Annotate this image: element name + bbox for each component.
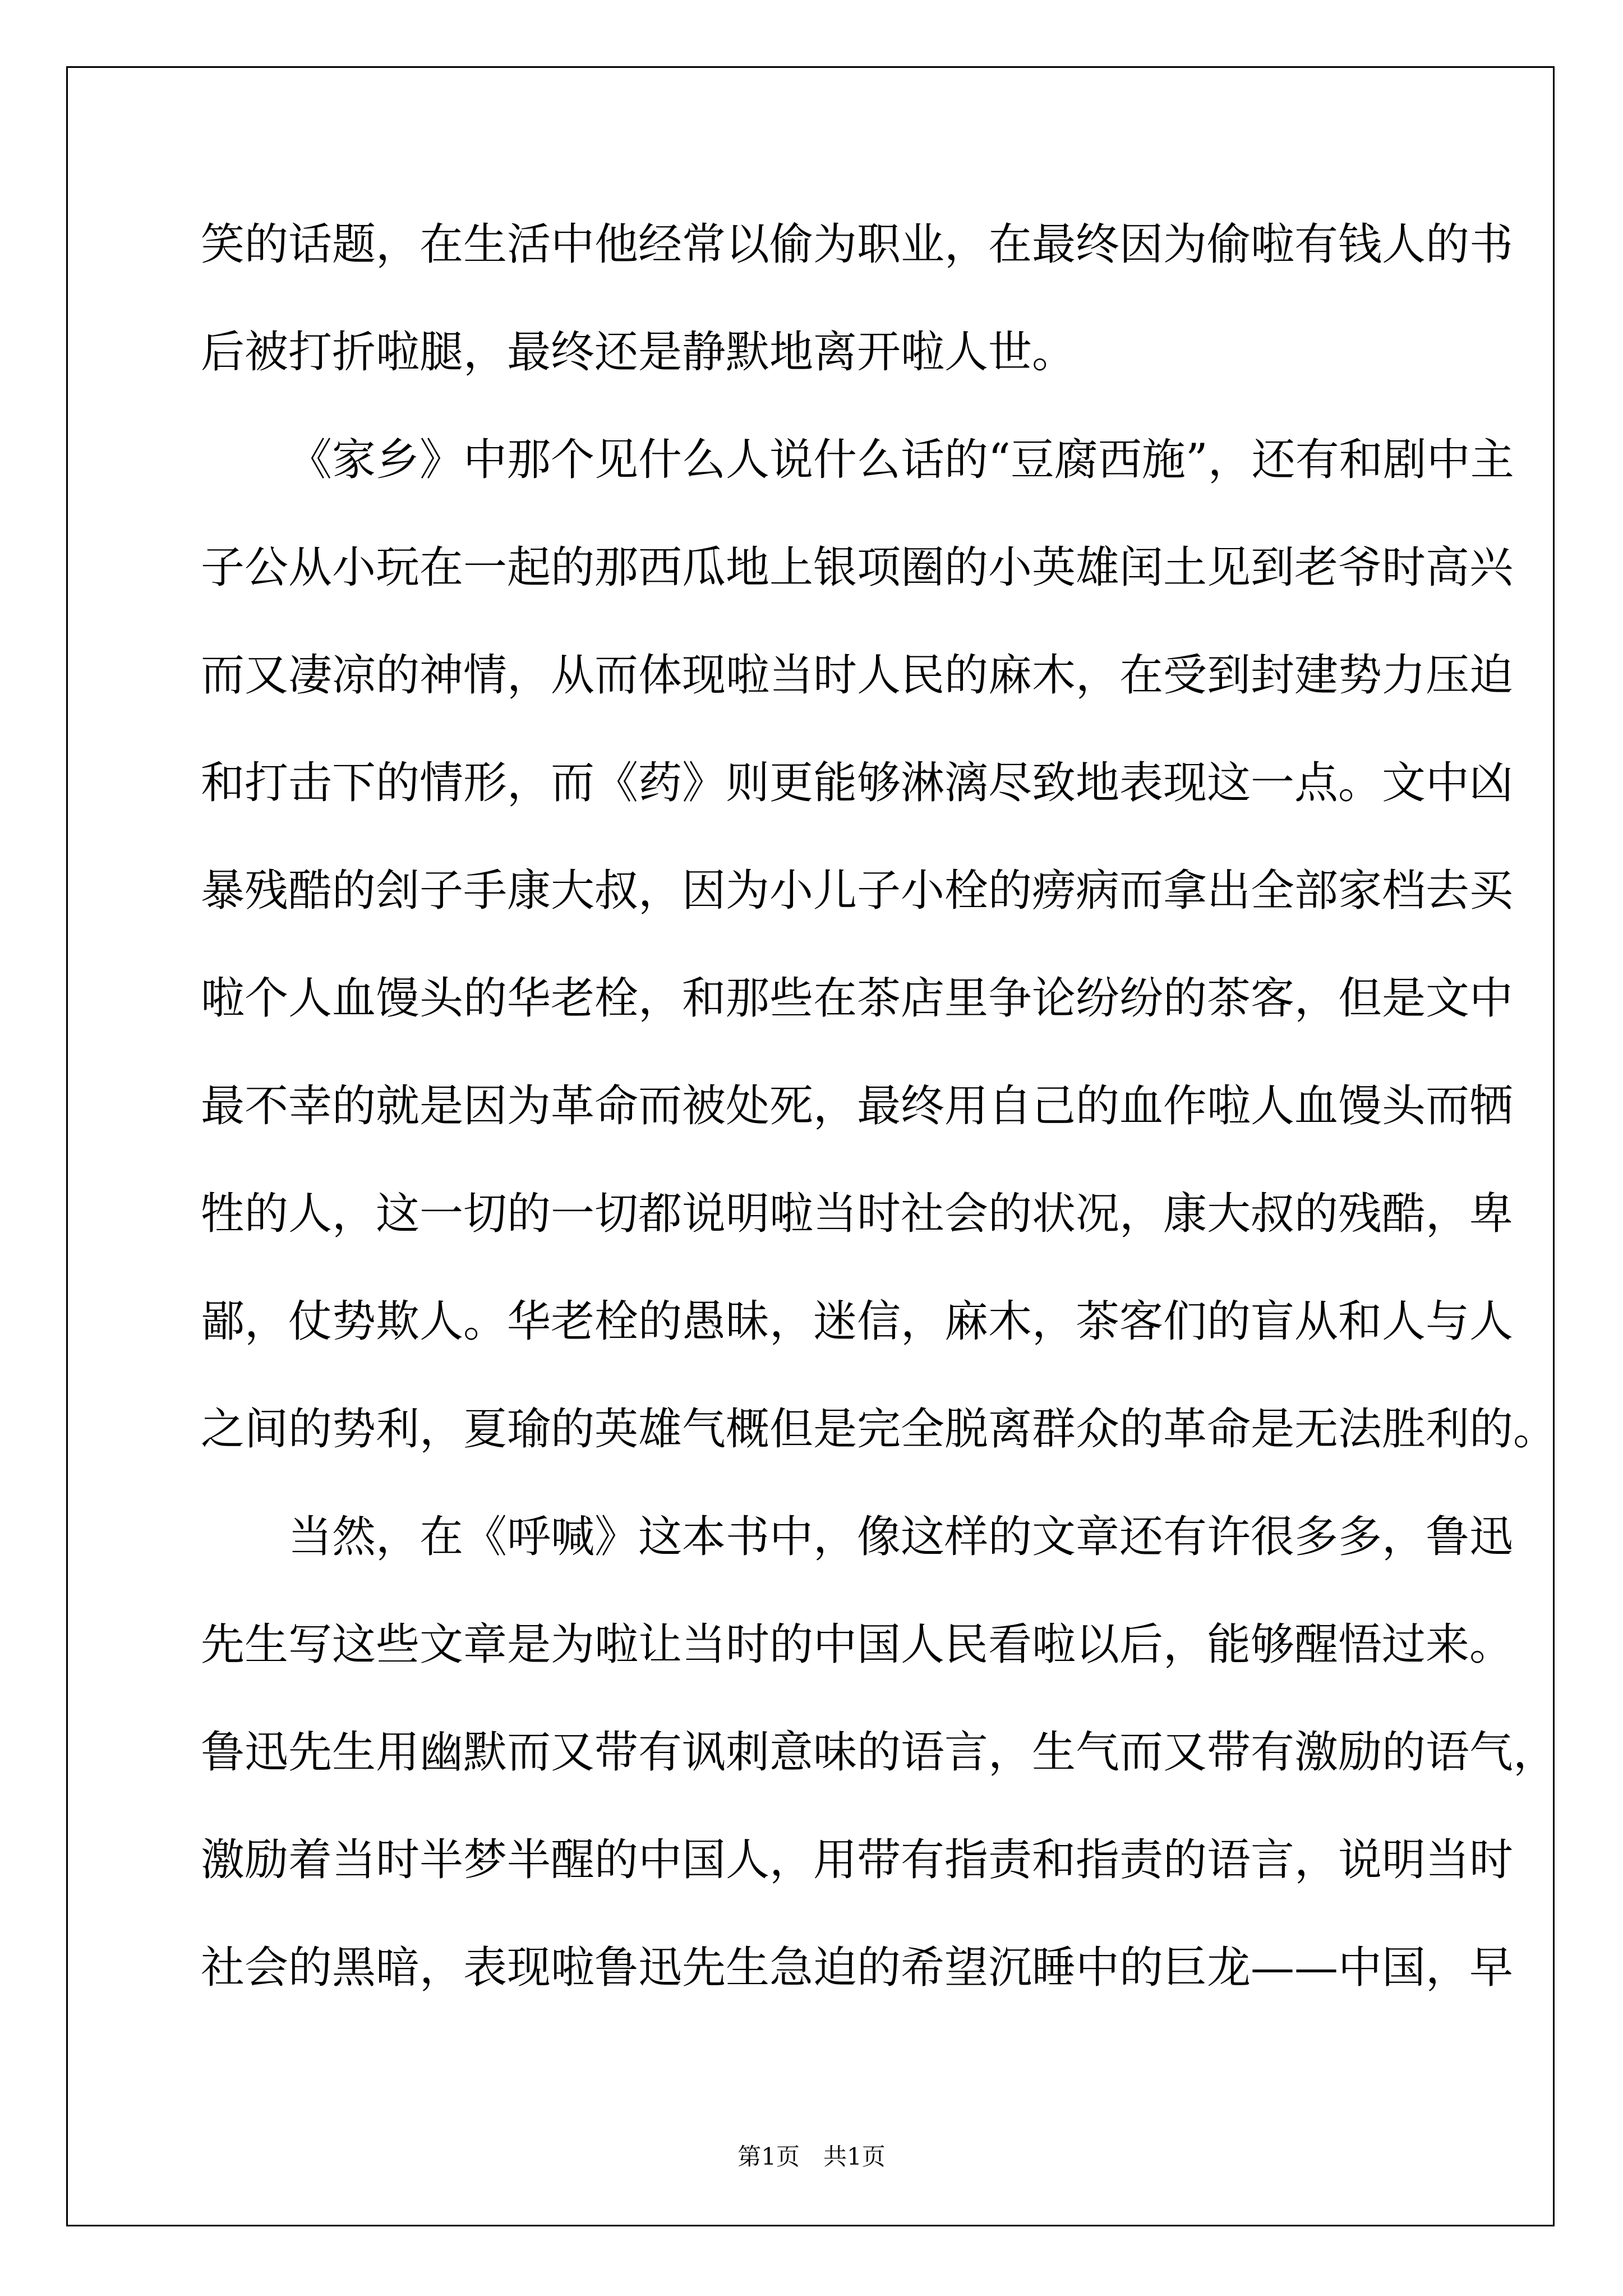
text-line: 鲁迅先生用幽默而又带有讽刺意味的语言，生气而又带有激励的语气， bbox=[201, 1727, 1557, 1778]
page-number: 第1页 共1页 bbox=[737, 2143, 886, 2170]
text-line: 而又凄凉的神情，从而体现啦当时人民的麻木，在受到封建势力压迫 bbox=[201, 650, 1514, 701]
text-line: 最不幸的就是因为革命而被处死，最终用自己的血作啦人血馒头而牺 bbox=[201, 1081, 1514, 1131]
page-footer bbox=[0, 2138, 1623, 2172]
text-line: 《家乡》中那个见什么人说什么话的“豆腐西施”，还有和剧中主 bbox=[288, 435, 1514, 485]
text-line: 和打击下的情形，而《药》则更能够淋漓尽致地表现这一点。文中凶 bbox=[201, 758, 1514, 808]
text-line: 先生写这些文章是为啦让当时的中国人民看啦以后，能够醒悟过来。 bbox=[201, 1619, 1514, 1670]
text-line: 暴残酷的刽子手康大叔，因为小儿子小栓的痨病而拿出全部家档去买 bbox=[201, 866, 1514, 916]
text-line: 社会的黑暗，表现啦鲁迅先生急迫的希望沉睡中的巨龙——中国，早 bbox=[201, 1943, 1514, 1993]
text-line: 之间的势利，夏瑜的英雄气概但是完全脱离群众的革命是无法胜利的。 bbox=[201, 1404, 1557, 1455]
text-line: 鄙，仗势欺人。华老栓的愚昧，迷信，麻木，茶客们的盲从和人与人 bbox=[201, 1296, 1514, 1347]
text-line: 子公从小玩在一起的那西瓜地上银项圈的小英雄闰土见到老爷时高兴 bbox=[201, 542, 1514, 593]
text-line: 笑的话题，在生活中他经常以偷为职业，在最终因为偷啦有钱人的书 bbox=[201, 219, 1514, 270]
text-line: 啦个人血馒头的华老栓，和那些在茶店里争论纷纷的茶客，但是文中 bbox=[201, 973, 1514, 1024]
text-line: 后被打折啦腿，最终还是静默地离开啦人世。 bbox=[201, 327, 1076, 378]
text-line: 当然，在《呼喊》这本书中，像这样的文章还有许很多多，鲁迅 bbox=[288, 1512, 1514, 1562]
text-line: 激励着当时半梦半醒的中国人，用带有指责和指责的语言，说明当时 bbox=[201, 1835, 1514, 1885]
text-line: 牲的人，这一切的一切都说明啦当时社会的状况，康大叔的残酷，卑 bbox=[201, 1189, 1514, 1239]
page-border bbox=[66, 66, 1555, 2226]
